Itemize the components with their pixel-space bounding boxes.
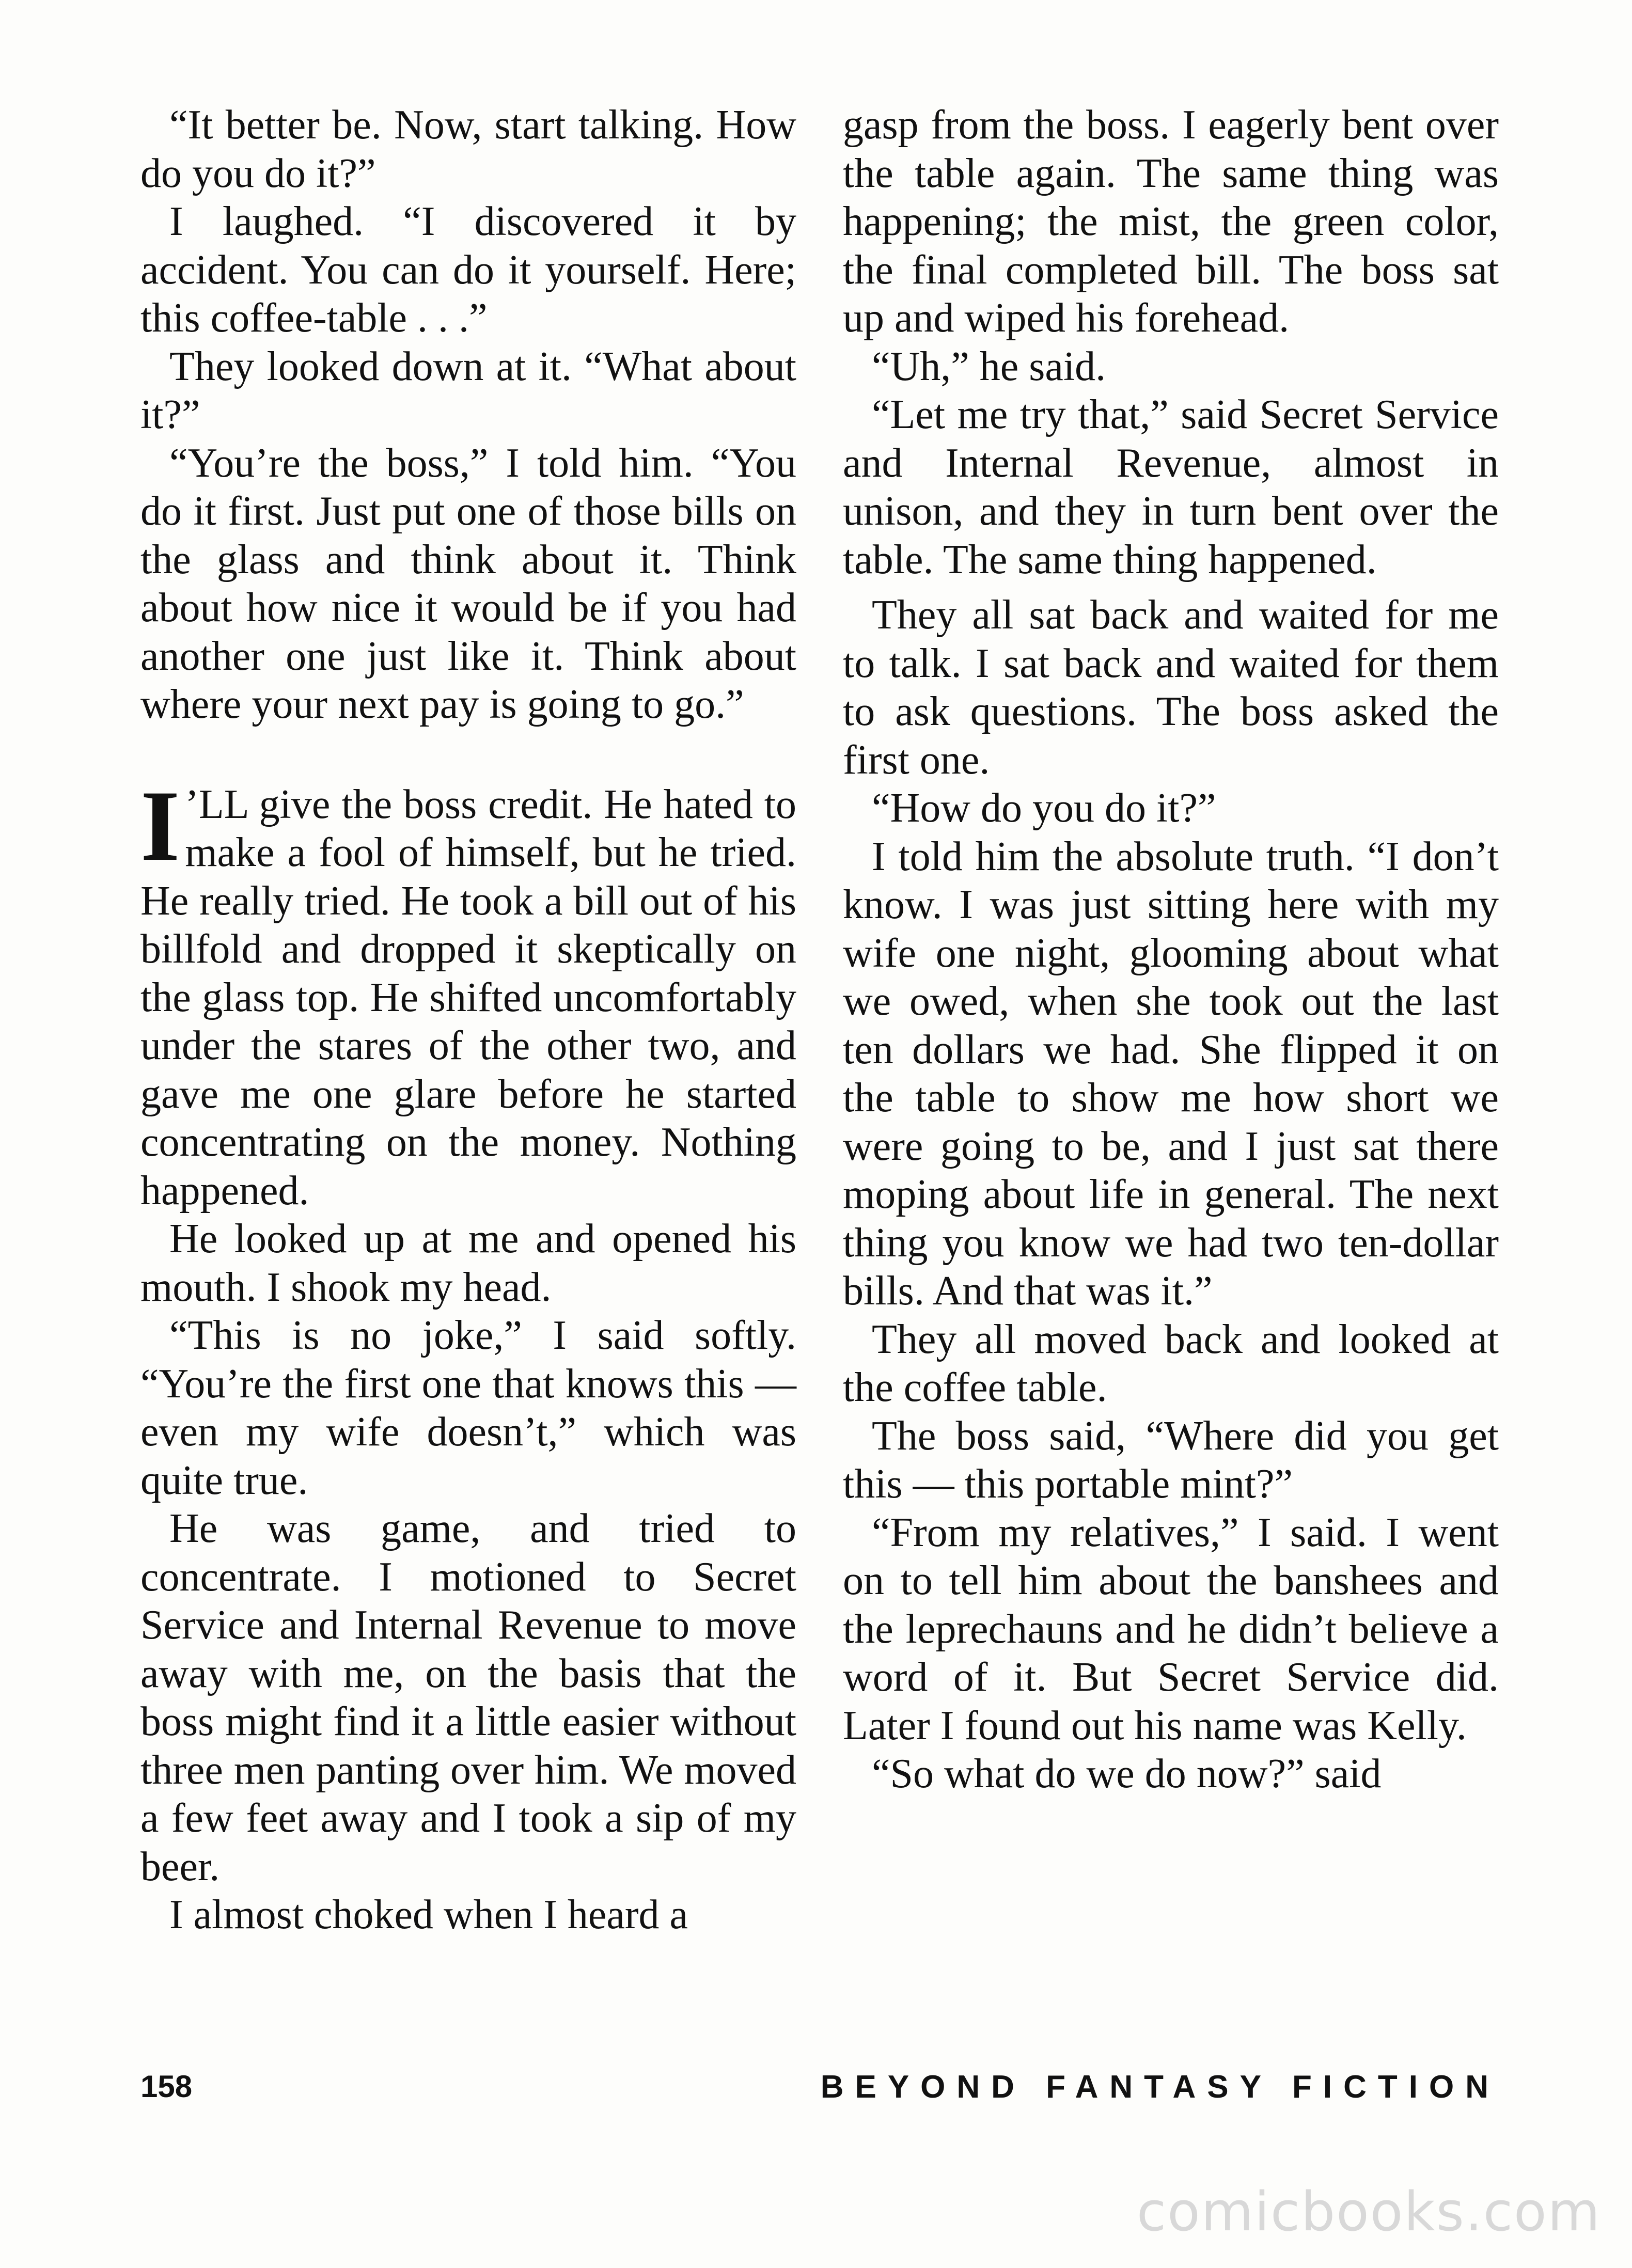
paragraph: They all sat back and waited for me to talk. I sat back and waited for them to ask questions. The boss asked the first one. <box>843 592 1499 783</box>
paragraph: He looked up at me and opened his mouth. I shook my head. <box>140 1216 796 1310</box>
page-number: 158 <box>140 2069 193 2104</box>
paragraph: “This is no joke,” I said softly. “You’re the first one that knows this — even my wife doesn’t,” which was quite true. <box>140 1313 796 1503</box>
paragraph: “Let me try that,” said Secret Service and Internal Revenue, almost in unison, and they in turn bent over the table. The same thing happened. <box>843 392 1499 582</box>
paragraph: “It better be. Now, start talking. How do you do it?” <box>140 102 796 196</box>
page-footer <box>140 2069 1500 2120</box>
paragraph: I told him the absolute truth. “I don’t know. I was just sitting here with my wife one night, glooming about what we owed, when she took out the last ten dollars we had. She flipped it on the table to show me how short we were going to be, and I just sat there moping about life in general. The next thing you know we had two ten-dollar bills. And that was it.” <box>843 833 1499 1314</box>
paragraph: They all moved back and looked at the coffee table. <box>843 1316 1499 1410</box>
magazine-title: BEYOND FANTASY FICTION <box>820 2069 1500 2105</box>
paragraph: “You’re the boss,” I told him. “You do it first. Just put one of those bills on the glass and think about it. Think about how nice it would be if you had another one just like it. Think about where your next pay is going to go.” <box>140 440 796 727</box>
left-text-column <box>140 101 796 1940</box>
watermark: comicbooks.com <box>1136 2180 1601 2243</box>
paragraph: “So what do we do now?” said <box>872 1751 1382 1797</box>
section-opening-paragraph <box>140 769 796 1216</box>
paragraph: They looked down at it. “What about it?” <box>140 343 796 437</box>
paragraph-text: ’LL give the boss credit. He hated to make a fool of himself, but he tried. He really tried. He took a bill out of his billfold and dropped it skeptically on the glass top. He shifted uncomfortably under the stares of the other two, and gave me one glare before he started concentrating on the money. Nothing happened. <box>140 781 796 1214</box>
paragraph: “From my relatives,” I said. I went on to tell him about the banshees and the leprechauns and he didn’t believe a word of it. But Secret Service did. Later I found out his name was Kelly. <box>843 1509 1499 1749</box>
paragraph: I almost choked when I heard a <box>169 1892 688 1938</box>
drop-cap: I <box>140 769 180 882</box>
paragraph: “Uh,” he said. <box>872 343 1106 389</box>
paragraph: The boss said, “Where did you get this — this portable mint?” <box>843 1413 1499 1507</box>
right-text-column <box>843 101 1499 1799</box>
paragraph: I laughed. “I discovered it by accident. You can do it yourself. Here; this coffee-table . . .” <box>140 199 796 341</box>
paragraph: “How do you do it?” <box>872 785 1216 831</box>
paragraph: He was game, and tried to concentrate. I motioned to Secret Service and Internal Revenue to move away with me, on the basis that the boss might find it a little easier without three men panting over him. We moved a few feet away and I took a sip of my beer. <box>140 1506 796 1889</box>
paragraph: gasp from the boss. I eagerly bent over the table again. The same thing was happening; the mist, the green color, the final completed bill. The boss sat up and wiped his forehead. <box>843 102 1499 341</box>
